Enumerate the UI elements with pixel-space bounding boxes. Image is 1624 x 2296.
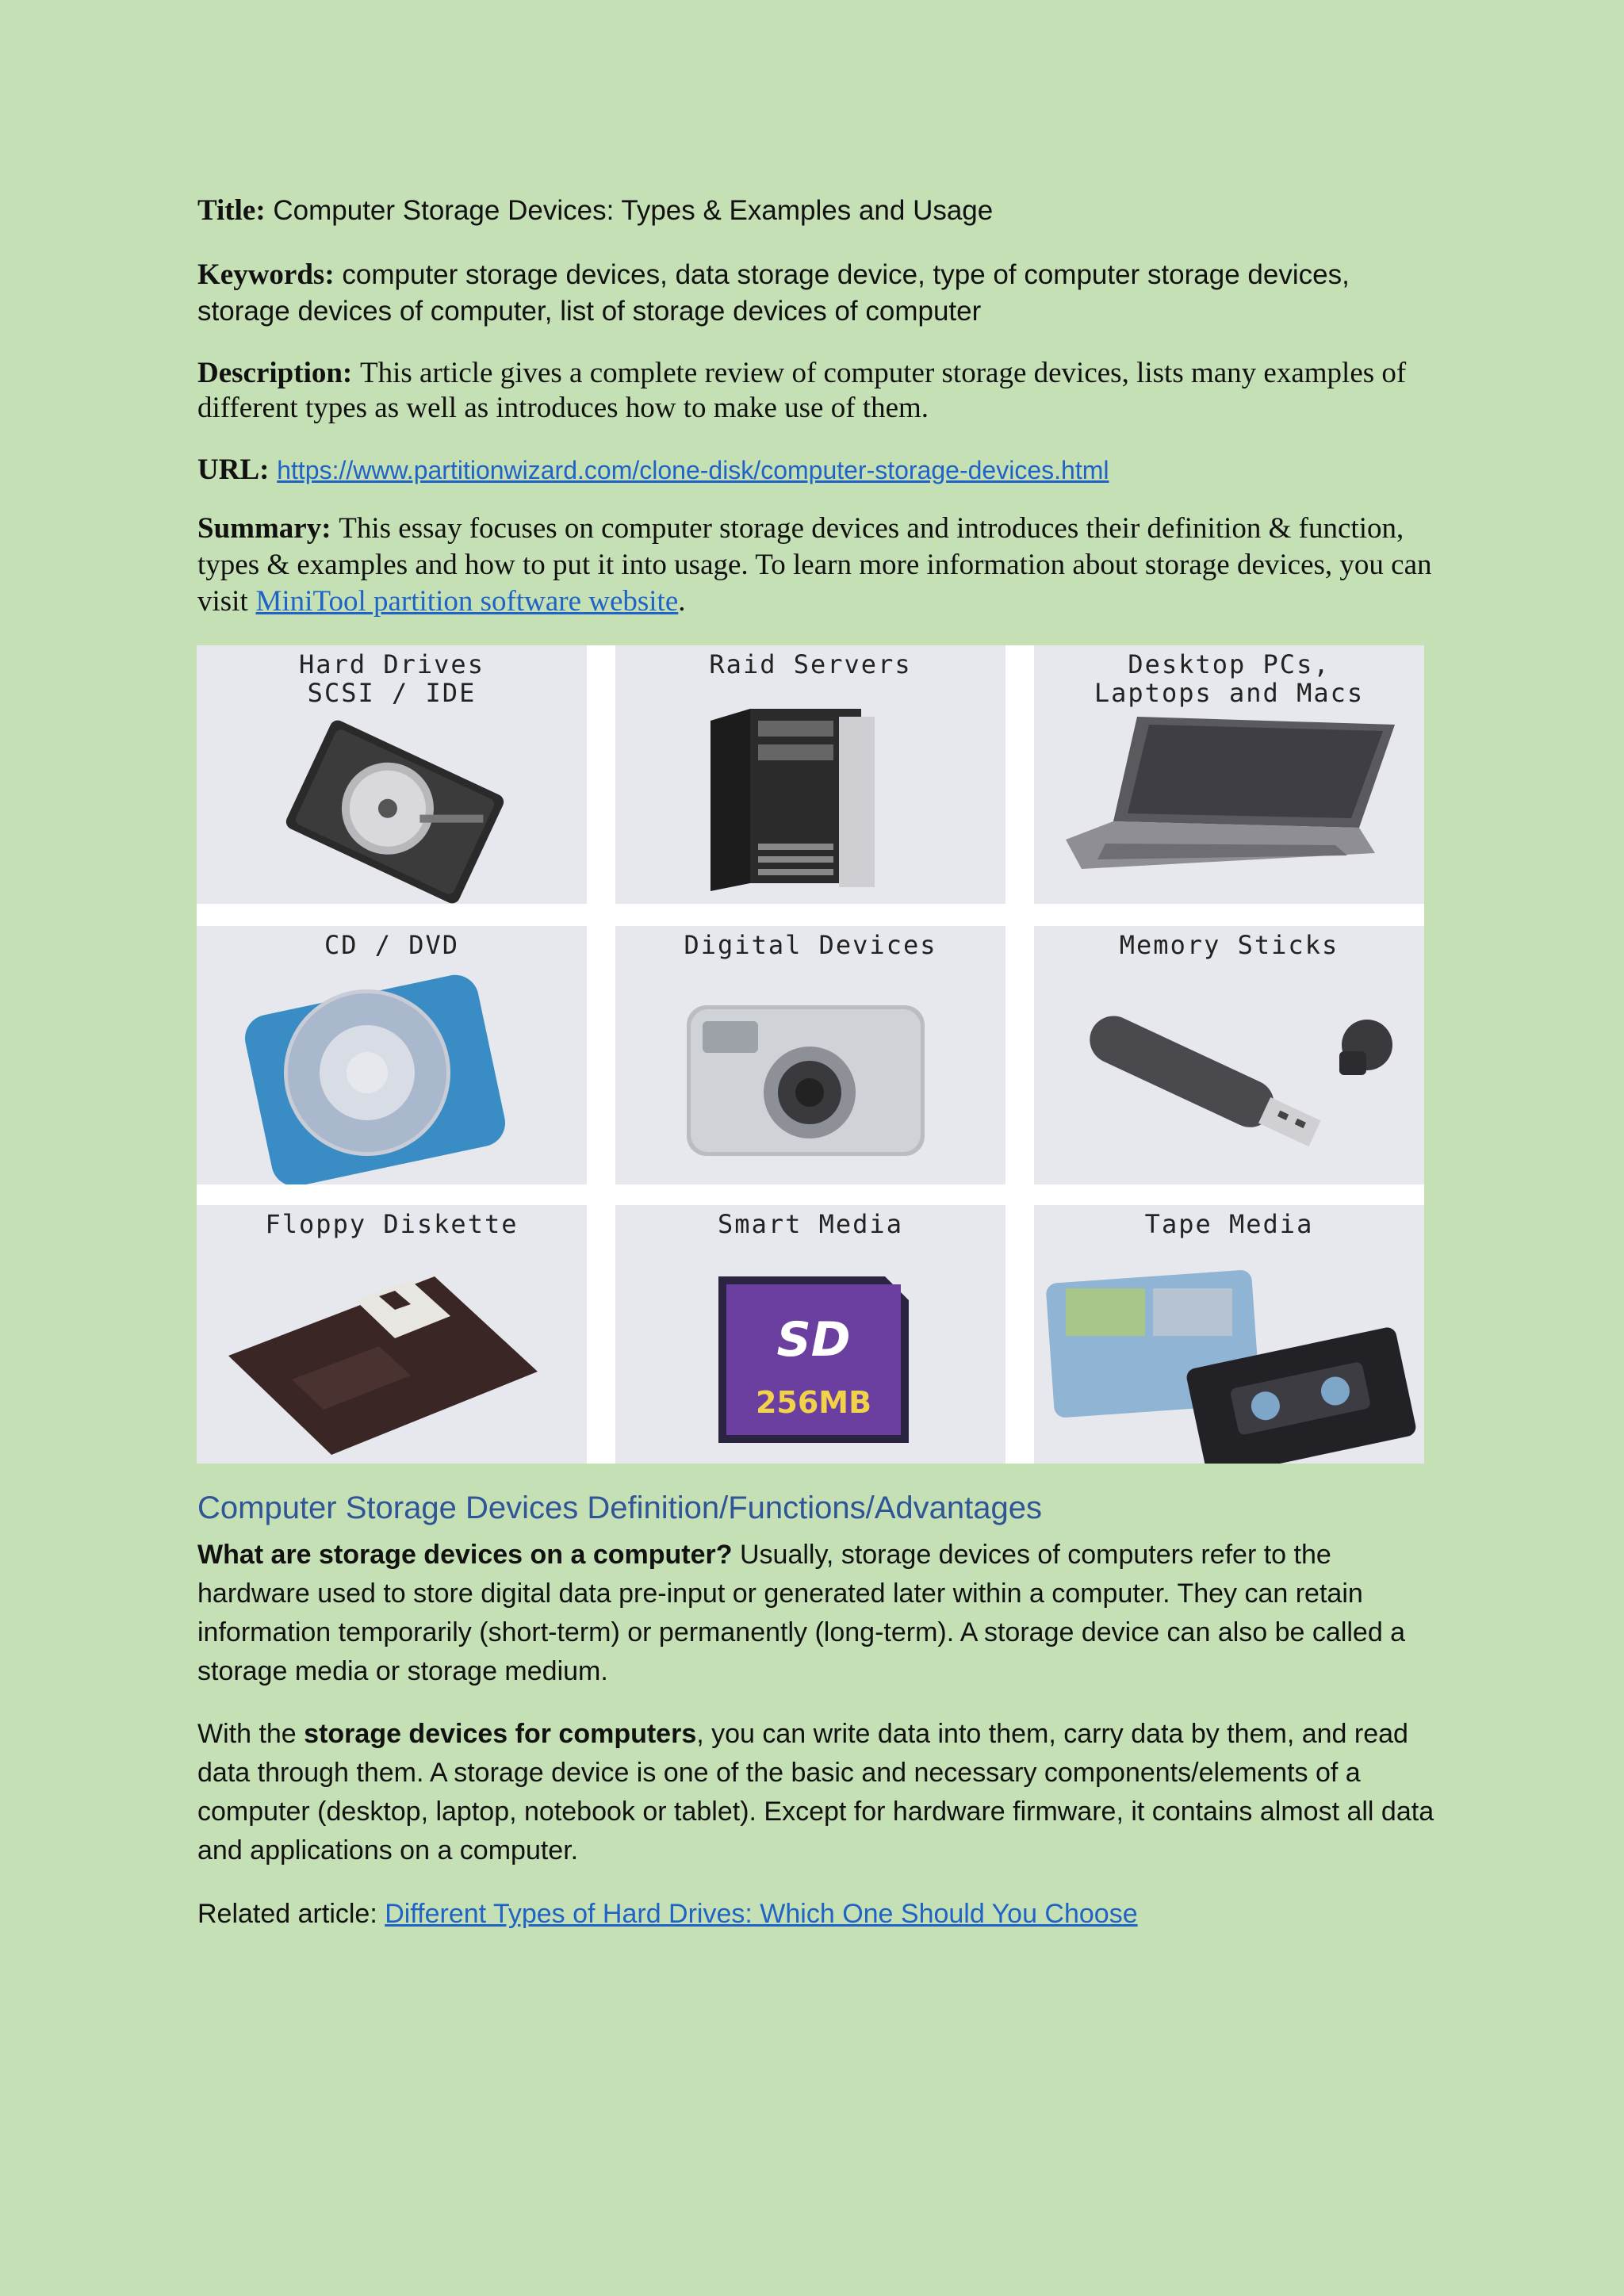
camera-icon: [615, 926, 1005, 1184]
section-heading: Computer Storage Devices Definition/Functions/Advantages: [197, 1490, 1042, 1525]
grid-cell-raid-servers: [615, 645, 1005, 904]
title-line: [197, 193, 1434, 228]
laptop-icon: [1034, 645, 1424, 904]
cell-label: Digital Devices: [684, 930, 937, 960]
grid-cell-cd-dvd: [197, 926, 587, 1184]
grid-cell-tape-media: [1034, 1205, 1424, 1464]
minitool-link[interactable]: MiniTool partition software website: [255, 585, 679, 618]
usb-stick-icon: [1034, 926, 1424, 1184]
cell-label: Tape Media: [1144, 1209, 1314, 1239]
cell-label: CD / DVD: [324, 930, 460, 960]
cd-dvd-icon: [197, 926, 587, 1184]
tape-cassette-icon: [1034, 1205, 1424, 1464]
grid-cell-hard-drives: [197, 645, 587, 904]
hard-drive-icon: [197, 645, 587, 904]
grid-cell-digital-devices: [615, 926, 1005, 1184]
summary-line: [197, 511, 1450, 620]
paragraph-definition-bold: What are storage devices on a computer?: [197, 1540, 733, 1570]
cell-label: Smart Media: [718, 1209, 903, 1239]
keywords-label: Keywords:: [197, 258, 335, 291]
title-value: Computer Storage Devices: Types & Examples and Usage: [273, 195, 994, 226]
keywords-line: [197, 257, 1419, 330]
cell-label: Raid Servers: [709, 649, 912, 679]
cell-label: Hard Drives SCSI / IDE: [299, 649, 485, 708]
title-label: Title:: [197, 194, 266, 227]
grid-cell-floppy: [197, 1205, 587, 1464]
grid-cell-smart-media: [615, 1205, 1005, 1464]
url-label: URL:: [197, 453, 270, 486]
description-label: Description:: [197, 357, 353, 389]
related-article-label: Related article:: [197, 1899, 385, 1929]
summary-value: This essay focuses on computer storage devices and introduces their definition & function, types & examples and how to put it into usage. To learn more information about storage devices, you can visit: [197, 512, 1432, 618]
sd-capacity-text: 256MB: [755, 1385, 872, 1420]
cell-label: Memory Sticks: [1119, 930, 1339, 960]
floppy-disk-icon: [197, 1205, 587, 1464]
keywords-value: computer storage devices, data storage device, type of computer storage devices, storage devices of computer, list of storage devices of computer: [197, 259, 1350, 327]
description-line: [197, 356, 1419, 426]
description-value: This article gives a complete review of computer storage devices, lists many examples of different types as well as introduces how to make use of them.: [197, 357, 1407, 424]
paragraph-definition-text: Usually, storage devices of computers refer to the hardware used to store digital data pre-input or generated later within a computer. They can retain information temporarily (short-term) or permanently (long-term). A storage device can also be called a storage media or storage medium.: [197, 1540, 1406, 1686]
url-link[interactable]: https://www.partitionwizard.com/clone-disk/computer-storage-devices.html: [277, 456, 1109, 484]
cell-label: Floppy Diskette: [265, 1209, 519, 1239]
paragraph-functions-start: With the: [197, 1719, 304, 1749]
grid-cell-laptops: [1034, 645, 1424, 904]
sd-brand-text: SD: [776, 1312, 851, 1368]
paragraph-functions-text: , you can write data into them, carry data by them, and read data through them. A storage device is one of the basic and necessary components/elements of a computer (desktop, laptop, notebook or tablet). Except for hardware firmware, it contains almost all data and applications on a computer.: [197, 1719, 1434, 1866]
grid-cell-memory-sticks: [1034, 926, 1424, 1184]
paragraph-functions-bold: storage devices for computers: [304, 1719, 697, 1749]
url-line: [197, 453, 1434, 488]
related-article: [197, 1895, 1442, 1934]
cell-label: Desktop PCs, Laptops and Macs: [1094, 649, 1365, 708]
related-article-link[interactable]: Different Types of Hard Drives: Which One Should You Choose: [385, 1899, 1138, 1929]
sd-card-icon: [615, 1205, 1005, 1464]
summary-end: .: [678, 585, 686, 618]
paragraph-functions: [197, 1715, 1442, 1870]
summary-label: Summary:: [197, 512, 331, 545]
server-tower-icon: [615, 645, 1005, 904]
storage-devices-image: [197, 645, 1424, 1464]
paragraph-definition: [197, 1536, 1442, 1691]
